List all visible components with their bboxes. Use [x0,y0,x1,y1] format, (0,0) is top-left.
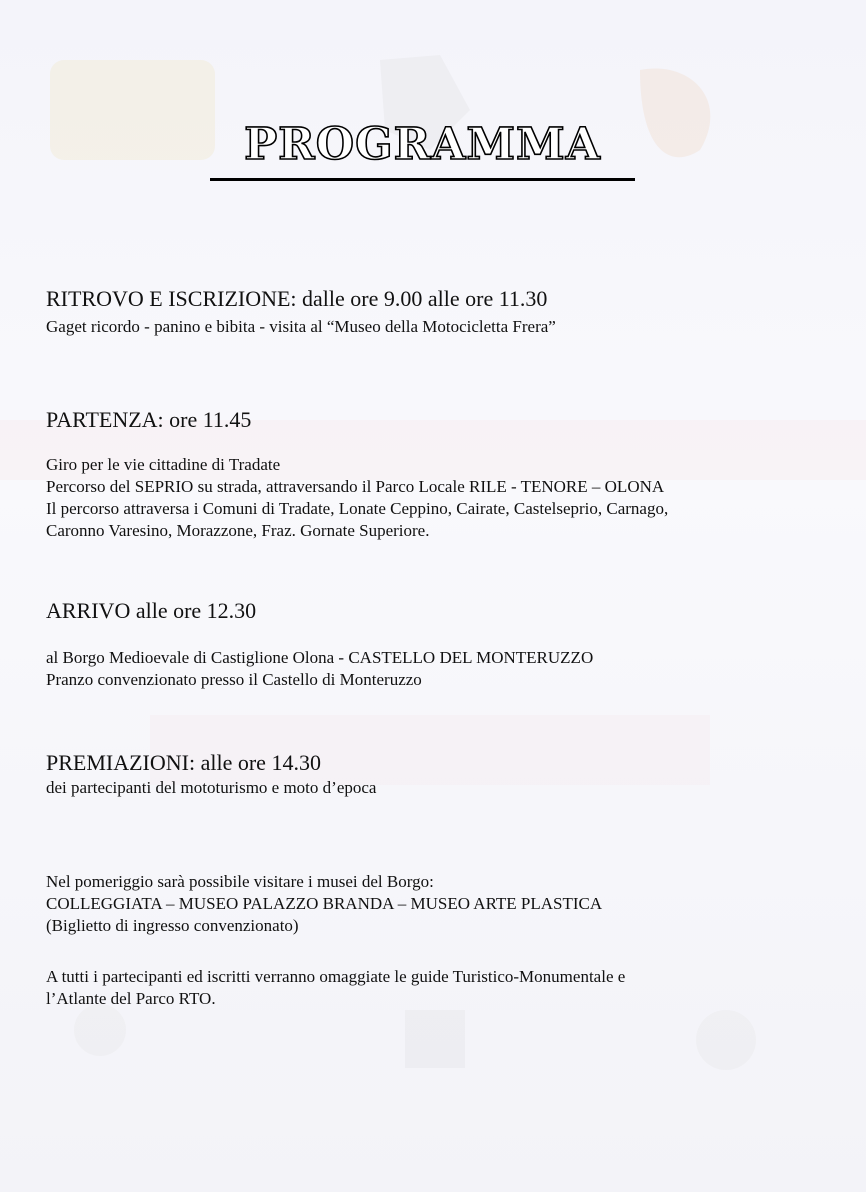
section-premiazioni [46,749,826,799]
arrivo-line: al Borgo Medioevale di Castiglione Olona - CASTELLO DEL MONTERUZZO [46,648,594,667]
guide-text [46,966,826,1010]
partenza-line: Caronno Varesino, Morazzone, Fraz. Gornate Superiore. [46,521,430,540]
partenza-heading: PARTENZA: ore 11.45 [46,407,252,432]
musei-line: COLLEGGIATA – MUSEO PALAZZO BRANDA – MUSEO ARTE PLASTICA [46,894,603,913]
arrivo-heading: ARRIVO alle ore 12.30 [46,598,257,623]
page-title: PROGRAMMA [244,119,601,170]
section-musei [46,871,826,937]
section-partenza [46,406,826,542]
section-arrivo [46,597,826,691]
partenza-line: Percorso del SEPRIO su strada, attraversando il Parco Locale RILE - TENORE – OLONA [46,477,665,496]
partenza-text [46,454,826,542]
section-guide [46,966,826,1010]
premiazioni-heading: PREMIAZIONI: alle ore 14.30 [46,750,321,775]
partenza-line: Il percorso attraversa i Comuni di Tradate, Lonate Ceppino, Cairate, Castelseprio, Carnago, [46,499,669,518]
ritrovo-heading: RITROVO E ISCRIZIONE: dalle ore 9.00 alle ore 11.30 [46,286,548,311]
premiazioni-details: dei partecipanti del mototurismo e moto d’epoca [46,778,377,797]
arrivo-text [46,647,826,691]
title-block [210,116,635,181]
partenza-line: Giro per le vie cittadine di Tradate [46,455,281,474]
musei-line: Nel pomeriggio sarà possibile visitare i musei del Borgo: [46,872,434,891]
guide-line: l’Atlante del Parco RTO. [46,989,216,1008]
title-underline [210,178,635,181]
arrivo-line: Pranzo convenzionato presso il Castello di Monteruzzo [46,670,422,689]
ritrovo-details: Gaget ricordo - panino e bibita - visita al “Museo della Motocicletta Frera” [46,317,556,336]
section-ritrovo [46,285,826,338]
musei-line: (Biglietto di ingresso convenzionato) [46,916,299,935]
musei-text [46,871,826,937]
guide-line: A tutti i partecipanti ed iscritti verranno omaggiate le guide Turistico-Monumentale e [46,967,626,986]
